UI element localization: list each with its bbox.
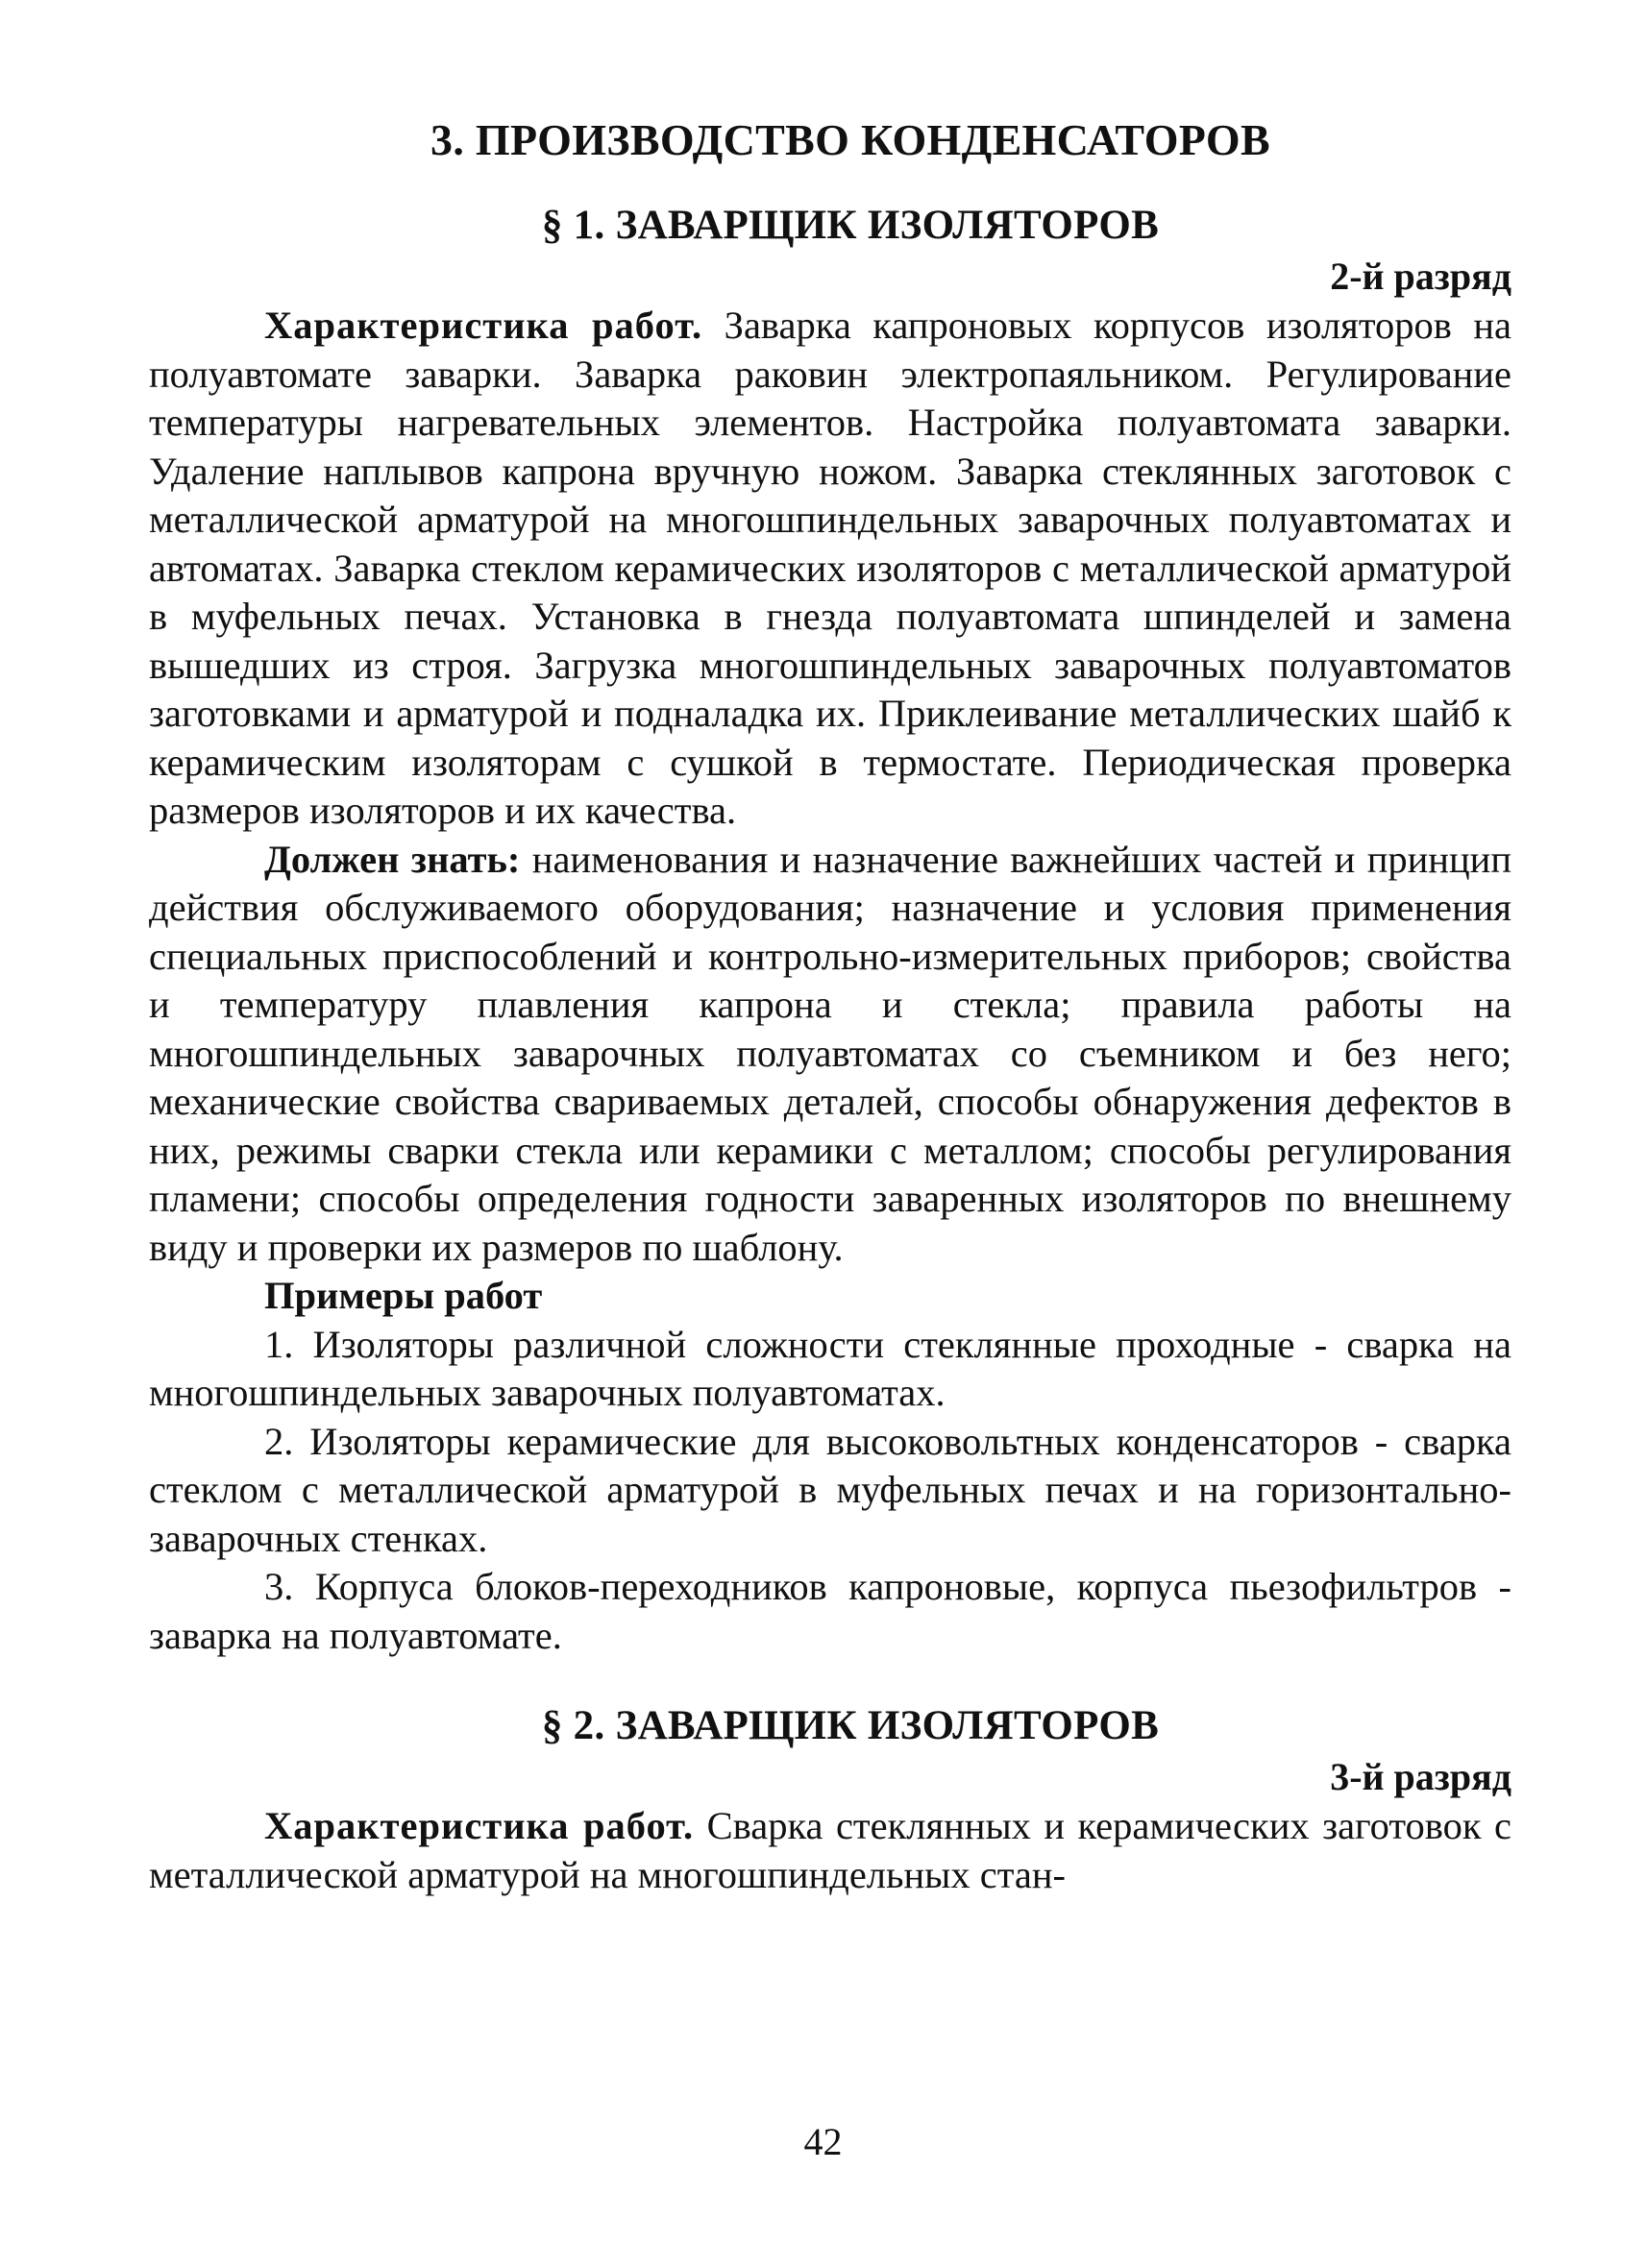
page-number: 42 — [803, 2120, 843, 2163]
section-2 — [149, 1700, 1511, 1899]
characteristics-text: Сварка стеклянных и керамических заготовок с металлической арматурой на многошпиндельных стан- — [149, 1804, 1511, 1896]
document-page — [149, 113, 1511, 1899]
example-item: 2. Изоляторы керамические для высоковольтных конденсаторов - сварка стеклом с металлической арматурой в муфельных печах и на горизонтально-заварочных стенках. — [149, 1419, 1511, 1560]
must-know-paragraph — [149, 836, 1511, 1273]
section-title: § 1. ЗАВАРЩИК ИЗОЛЯТОРОВ — [541, 203, 1160, 248]
characteristics-text: Заварка капроновых корпусов изоляторов на полуавтомате заварки. Заварка раковин электропаяльником. Регулирование температуры нагревательных элементов. Настройка полуавтомата заварки. Удаление наплывов капрона вручную ножом. Заварка стеклянных заготовок с металлической арматурой на многошпиндельных заварочных полуавтоматах и автоматах. Заварка стеклом керамических изоляторов с металлической арматурой в муфельных печах. Установка в гнезда полуавтомата шпинделей и замена вышедших из строя. Загрузка многошпиндельных заварочных полуавтоматов заготовками и арматурой и подналадка их. Приклеивание металлических шайб к керамическим изоляторам с сушкой в термостате. Периодическая проверка размеров изоляторов и их качества. — [149, 304, 1511, 832]
section-title: § 2. ЗАВАРЩИК ИЗОЛЯТОРОВ — [541, 1703, 1160, 1748]
example-item: 1. Изоляторы различной сложности стеклянные проходные - сварка на многошпиндельных заварочных полуавтоматах. — [149, 1322, 1511, 1414]
example-item: 3. Корпуса блоков-переходников капроновые, корпуса пьезофильтров - заварка на полуавтомате. — [149, 1565, 1511, 1657]
chapter-title: 3. ПРОИЗВОДСТВО КОНДЕНСАТОРОВ — [430, 115, 1270, 164]
examples-heading: Примеры работ — [264, 1274, 543, 1317]
grade-label: 2-й разряд — [1330, 255, 1511, 298]
characteristics-label: Характеристика работ. — [264, 304, 703, 347]
characteristics-paragraph — [149, 1802, 1511, 1899]
section-spacer — [149, 1660, 1511, 1700]
grade-label: 3-й разряд — [1330, 1755, 1511, 1798]
characteristics-label: Характеристика работ. — [264, 1804, 695, 1847]
section-1 — [149, 200, 1511, 1660]
must-know-text: наименования и назначение важнейших частей и принцип действия обслуживаемого оборудования; назначение и условия применения специальных приспособлений и контрольно-измерительных приборов; свойства и температуру плавления капрона и стекла; правила работы на многошпиндельных заварочных полуавтоматах со съемником и без него; механические свойства свариваемых деталей, способы обнаружения дефектов в них, режимы сварки стекла или керамики с металлом; способы регулирования пламени; способы определения годности заваренных изоляторов по внешнему виду и проверки их размеров по шаблону. — [149, 837, 1511, 1269]
characteristics-paragraph — [149, 302, 1511, 836]
must-know-label: Должен знать: — [264, 837, 521, 881]
